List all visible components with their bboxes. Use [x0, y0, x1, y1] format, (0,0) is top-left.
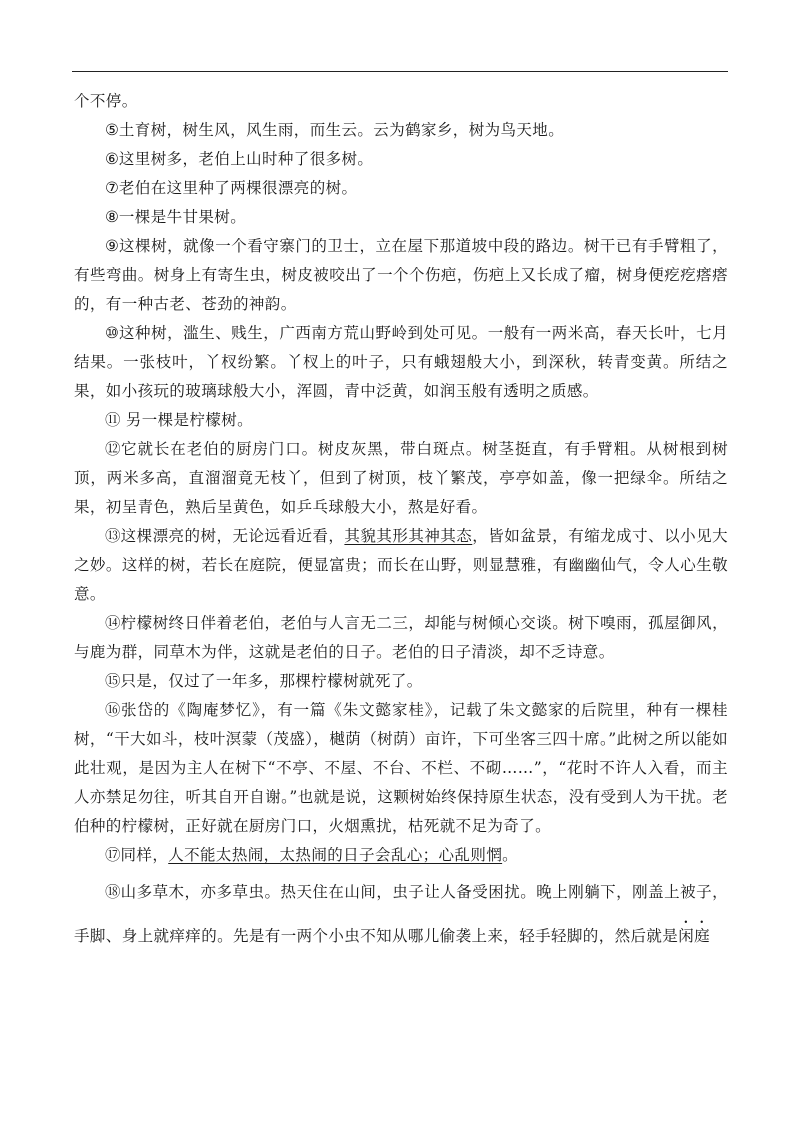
paragraph-15 [74, 667, 728, 696]
underlined-phrase: 人不能太热闹，太热闹的日子会乱心；心乱则惘 [168, 846, 503, 864]
paragraph-text: 老伯在这里种了两棵很漂亮的树。 [118, 179, 358, 197]
paragraph-18 [74, 870, 728, 958]
paragraph-number: ⑤ [105, 121, 119, 139]
paragraph-11 [74, 406, 728, 435]
paragraph-9 [74, 232, 728, 319]
header-rule [72, 71, 728, 72]
paragraph-number: ⑧ [105, 208, 119, 226]
paragraph-text: 这棵漂亮的树，无论远看近看， [120, 527, 345, 545]
paragraph-text: 张岱的《陶庵梦忆》，有一篇《朱文懿家桂》，记载了朱文懿家的后院里，种有一棵桂树，“干大如斗，枝叶溟蒙（茂盛），樾荫（树荫）亩许，下可坐客三四十席。”此树之所以能如此壮观，是因为主人在树下“不亭、不屋、不台、不栏、不砌……”，“花时不许人入看，而主人亦禁足勿往，听其自开自谢。”也就是说，这颗树始终保持原生状态，没有受到人为干扰。老伯种的柠檬树，正好就在厨房门口，火烟熏扰，枯死就不足为奇了。 [74, 701, 728, 835]
paragraph-7 [74, 174, 728, 203]
paragraph-number: ⑫ [105, 440, 122, 458]
paragraph-10 [74, 319, 728, 406]
paragraph-text: 土育树，树生风，风生雨，而生云。云为鹤家乡，树为鸟天地。 [118, 121, 565, 139]
paragraph-number: ⑦ [105, 179, 119, 197]
paragraph-text: 同样， [120, 846, 169, 864]
paragraph-14 [74, 609, 728, 667]
paragraph-number: ⑩ [105, 324, 120, 342]
paragraph-8 [74, 203, 728, 232]
paragraph-text: 另一棵是柠檬树。 [120, 411, 254, 429]
underlined-phrase: 其貌其形其神其态 [344, 527, 473, 545]
paragraph-text: 这种树，滥生、贱生，广西南方荒山野岭到处可见。一般有一两米高，春天长叶，七月结果。一张枝叶，丫杈纷繁。丫杈上的叶子，只有蛾翅般大小，到深秋，转青变黄。所结之果，如小孩玩的玻璃球般大小，浑圆，青中泛黄，如润玉般有透明之质感。 [74, 324, 728, 400]
paragraph-number: ⑪ [105, 411, 121, 429]
paragraph-5 [74, 116, 728, 145]
paragraph-16 [74, 696, 728, 841]
paragraph-continuation [74, 87, 728, 116]
paragraph-number: ⑭ [105, 614, 121, 632]
paragraph-text: 。 [502, 846, 519, 864]
paragraph-number: ⑯ [105, 701, 121, 719]
paragraph-text: 柠檬树终日伴着老伯，老伯与人言无二三，却能与树倾心交谈。树下嗅雨，孤屋御风，与鹿为群，同草木为伴，这就是老伯的日子。老伯的日子清淡，却不乏诗意。 [74, 614, 728, 661]
document-body [74, 87, 728, 958]
paragraph-number: ⑰ [105, 846, 121, 864]
paragraph-text: 只是，仅过了一年多，那棵柠檬树就死了。 [120, 672, 423, 690]
paragraph-number: ⑮ [105, 672, 121, 690]
emphasis-dotted-phrase: 闲庭 [678, 927, 711, 945]
paragraph-number: ⑨ [105, 237, 120, 255]
paragraph-13 [74, 522, 728, 609]
paragraph-text: 山多草木，亦多草虫。热天住在山间，虫子让人备受困扰。晚上刚躺下，刚盖上被子，手脚、身上就痒痒的。先是有一两个小虫不知从哪儿偷袭上来，轻手轻脚的，然后就是 [74, 883, 728, 945]
paragraph-text: 个不停。 [74, 92, 138, 110]
paragraph-number: ⑥ [105, 150, 119, 168]
paragraph-6 [74, 145, 728, 174]
paragraph-number: ⑬ [105, 527, 121, 545]
paragraph-12 [74, 435, 728, 522]
paragraph-text: 它就长在老伯的厨房门口。树皮灰黑，带白斑点。树茎挺直，有手臂粗。从树根到树顶，两米多高，直溜溜竟无枝丫，但到了树顶，枝丫繁茂，亭亭如盖，像一把绿伞。所结之果，初呈青色，熟后呈黄色，如乒乓球般大小，熬是好看。 [74, 440, 728, 516]
paragraph-17 [74, 841, 728, 870]
paragraph-text: 一棵是牛甘果树。 [118, 208, 247, 226]
paragraph-text: 这棵树，就像一个看守寨门的卫士，立在屋下那道坡中段的路边。树干已有手臂粗了，有些弯曲。树身上有寄生虫，树皮被咬出了一个个伤疤，伤疤上又长成了瘤，树身便疙疙瘩瘩的，有一种古老、苍劲的神韵。 [74, 237, 728, 313]
paragraph-text: ，皆如盆景，有缩龙成寸、以小见大之妙。这样的树，若长在庭院，便显富贵；而长在山野，则显慧雅，有幽幽仙气，令人心生敬意。 [74, 527, 728, 603]
paragraph-text: 这里树多，老伯上山时种了很多树。 [118, 150, 374, 168]
paragraph-number: ⑱ [105, 883, 121, 901]
